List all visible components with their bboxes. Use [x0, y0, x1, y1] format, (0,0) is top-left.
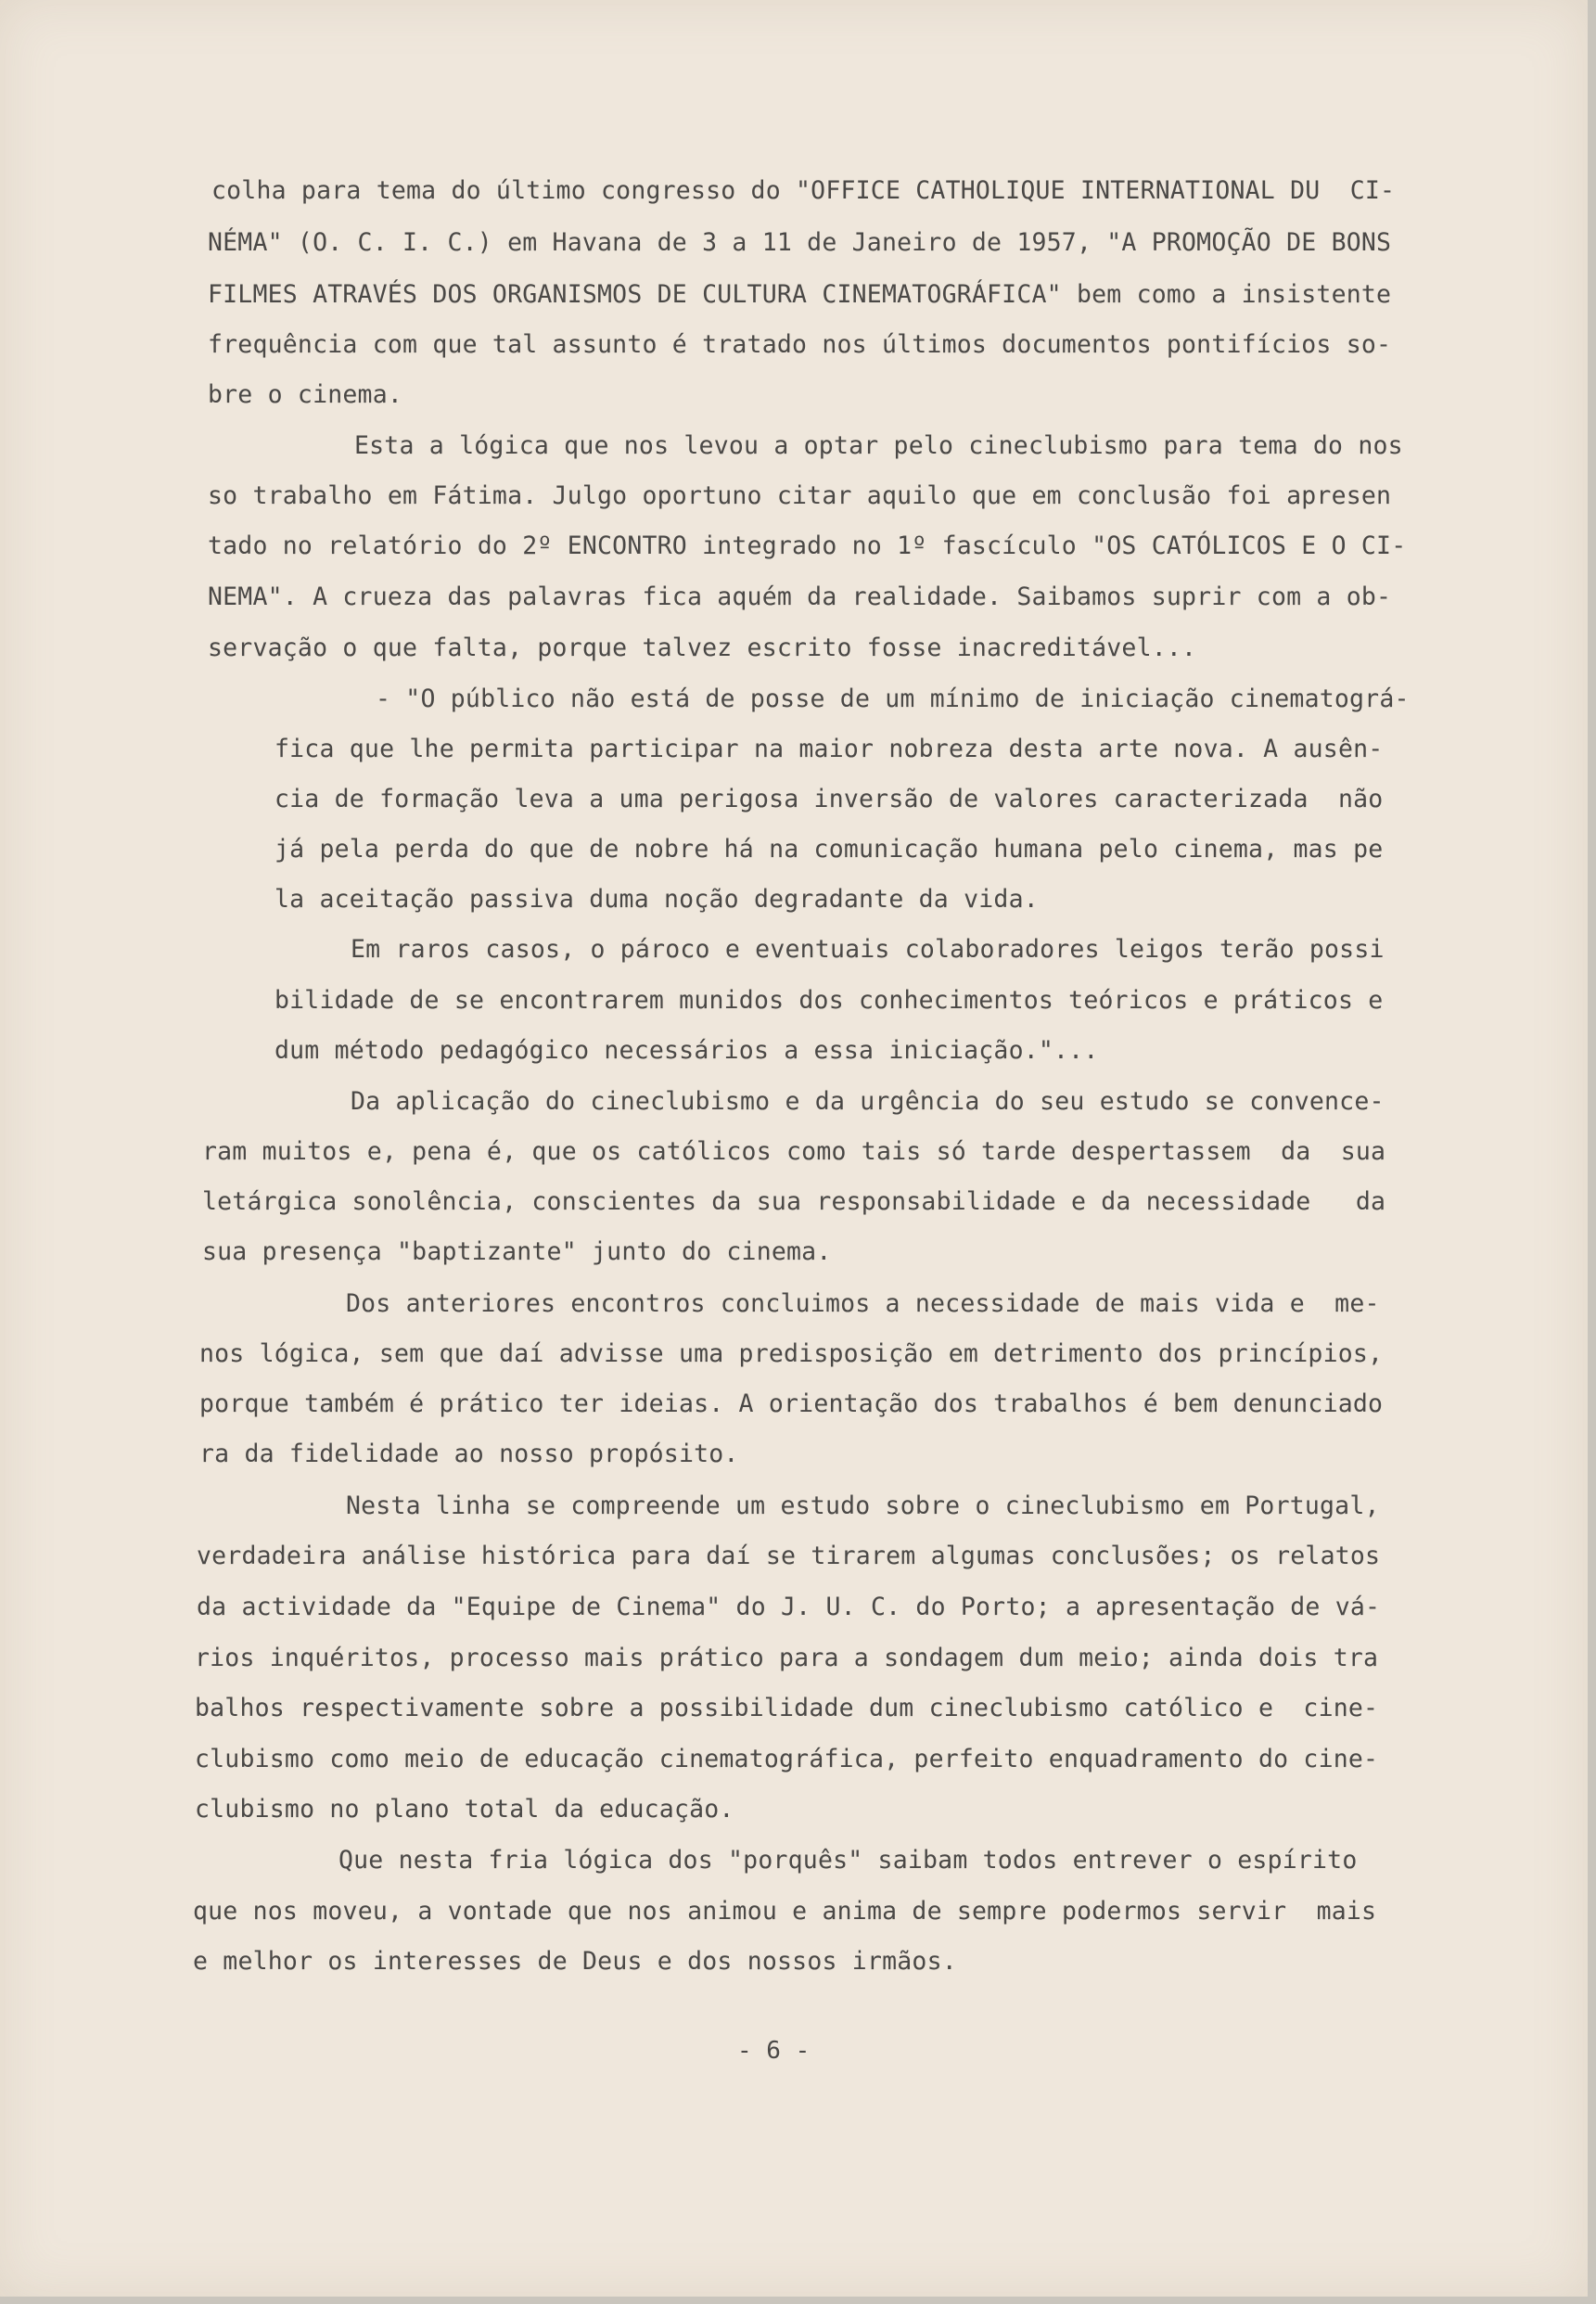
text-line: verdadeira análise histórica para daí se tirarem algumas conclusões; os relatos [197, 1542, 1381, 1570]
text-line: letárgica sonolência, conscientes da sua responsabilidade e da necessidade da [202, 1187, 1386, 1216]
scan-edge-right [1588, 0, 1596, 2304]
text-line: ram muitos e, pena é, que os católicos como tais só tarde despertassem da sua [202, 1137, 1386, 1166]
text-line: e melhor os interesses de Deus e dos nossos irmãos. [193, 1947, 957, 1976]
text-line: balhos respectivamente sobre a possibilidade dum cineclubismo católico e cine- [195, 1694, 1379, 1722]
text-line: Dos anteriores encontros concluimos a necessidade de mais vida e me- [346, 1289, 1380, 1318]
text-line: sua presença "baptizante" junto do cinema. [202, 1237, 832, 1266]
text-line: frequência com que tal assunto é tratado nos últimos documentos pontifícios so- [208, 330, 1392, 359]
quote-line: fica que lhe permita participar na maior nobreza desta arte nova. A ausên- [275, 735, 1384, 763]
text-line: ra da fidelidade ao nosso propósito. [199, 1440, 739, 1468]
text-line: clubismo como meio de educação cinematográfica, perfeito enquadramento do cine- [195, 1745, 1379, 1773]
quote-line: já pela perda do que de nobre há na comunicação humana pelo cinema, mas pe [275, 835, 1384, 864]
text-line: colha para tema do último congresso do "OFFICE CATHOLIQUE INTERNATIONAL DU CI- [211, 176, 1396, 205]
text-line: bre o cinema. [208, 380, 403, 409]
text-line: servação o que falta, porque talvez escrito fosse inacreditável... [208, 634, 1197, 662]
text-line: tado no relatório do 2º ENCONTRO integrado no 1º fascículo "OS CATÓLICOS E O CI- [208, 531, 1407, 560]
quote-line: dum método pedagógico necessários a essa iniciação."... [275, 1036, 1099, 1065]
text-line: clubismo no plano total da educação. [195, 1795, 734, 1824]
text-line: NÉMA" (O. C. I. C.) em Havana de 3 a 11 de Janeiro de 1957, "A PROMOÇÃO DE BONS [208, 228, 1392, 257]
text-line: que nos moveu, a vontade que nos animou e anima de sempre podermos servir mais [193, 1897, 1377, 1926]
text-line: Esta a lógica que nos levou a optar pelo cineclubismo para tema do nos [354, 431, 1403, 460]
text-line: nos lógica, sem que daí advisse uma predisposição em detrimento dos princípios, [199, 1339, 1384, 1368]
text-line: da actividade da "Equipe de Cinema" do J. U. C. do Porto; a apresentação de vá- [197, 1593, 1381, 1621]
quote-line: cia de formação leva a uma perigosa inversão de valores caracterizada não [275, 785, 1384, 813]
text-line: Que nesta fria lógica dos "porquês" saibam todos entrever o espírito [338, 1846, 1358, 1875]
quote-line: - "O público não está de posse de um mínimo de iniciação cinematográ- [376, 685, 1410, 713]
quote-line: Em raros casos, o pároco e eventuais colaboradores leigos terão possi [351, 935, 1385, 964]
text-line: FILMES ATRAVÉS DOS ORGANISMOS DE CULTURA CINEMATOGRÁFICA" bem como a insistente [208, 280, 1392, 309]
text-line: Nesta linha se compreende um estudo sobre o cineclubismo em Portugal, [346, 1491, 1380, 1520]
page-number: - 6 - [737, 2037, 811, 2065]
text-line: NEMA". A crueza das palavras fica aquém da realidade. Saibamos suprir com a ob- [208, 582, 1392, 611]
scan-edge-bottom [0, 2297, 1596, 2304]
quote-line: la aceitação passiva duma noção degradante da vida. [275, 885, 1039, 914]
text-line: Da aplicação do cineclubismo e da urgência do seu estudo se convence- [351, 1087, 1385, 1116]
text-line: so trabalho em Fátima. Julgo oportuno citar aquilo que em conclusão foi apresen [208, 481, 1392, 510]
text-line: rios inquéritos, processo mais prático para a sondagem dum meio; ainda dois tra [195, 1644, 1379, 1672]
text-line: porque também é prático ter ideias. A orientação dos trabalhos é bem denunciado [199, 1389, 1384, 1418]
quote-line: bilidade de se encontrarem munidos dos conhecimentos teóricos e práticos e [275, 986, 1384, 1015]
